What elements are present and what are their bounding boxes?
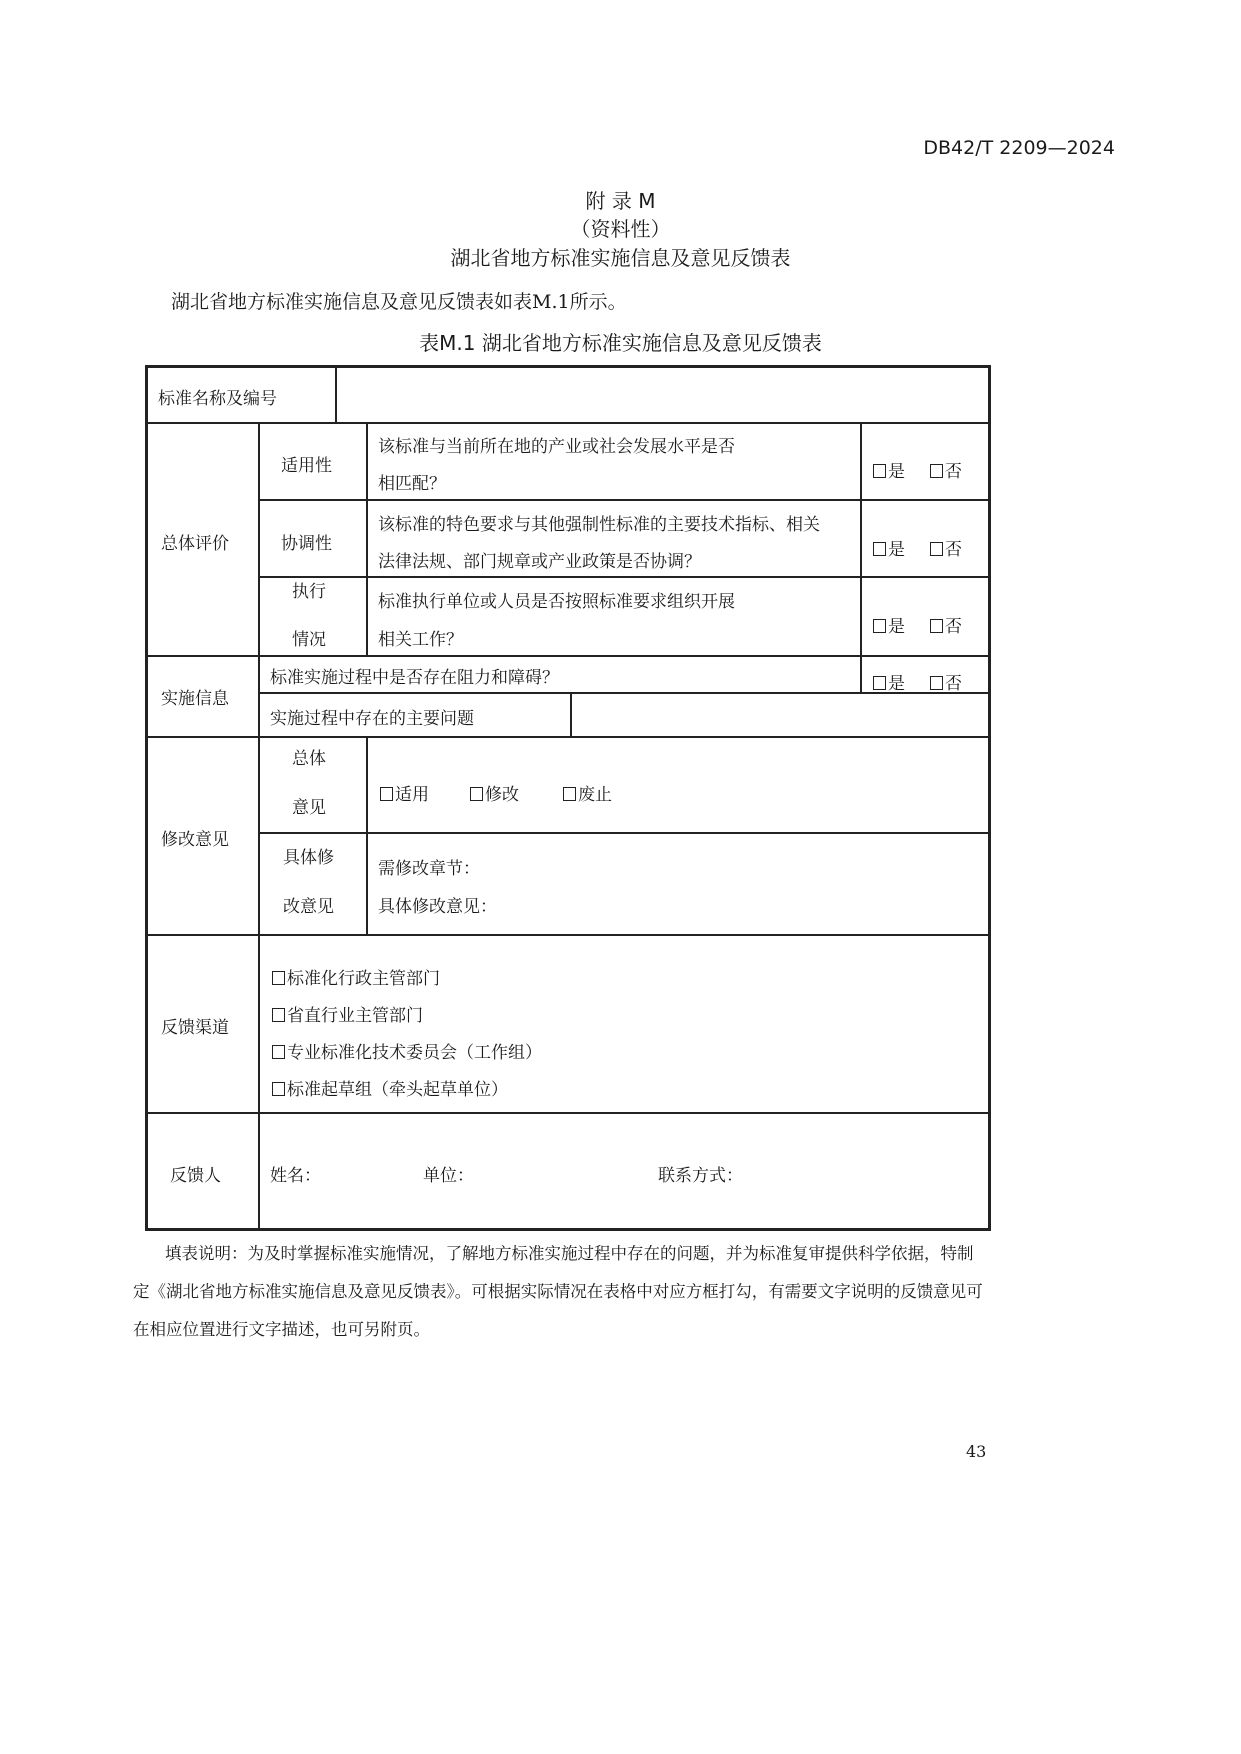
checkbox-icon bbox=[930, 676, 943, 690]
checkbox-icon bbox=[380, 787, 393, 801]
feedback-person-label: 反馈人 bbox=[170, 1166, 221, 1186]
fill-instructions-line2: 定《湖北省地方标准实施信息及意见反馈表》。可根据实际情况在表格中对应方框打勾，有需要文字说明的反馈意见可 bbox=[133, 1282, 983, 1301]
implementation-label: 实施信息 bbox=[161, 689, 229, 709]
intro-paragraph: 湖北省地方标准实施信息及意见反馈表如表M.1所示。 bbox=[171, 291, 627, 313]
coordination-no-option[interactable]: 否 bbox=[930, 535, 962, 560]
name-field[interactable]: 姓名： bbox=[270, 1166, 321, 1186]
implementation-yes-option[interactable]: 是 bbox=[873, 669, 905, 694]
channel-option-admin[interactable]: 标准化行政主管部门 bbox=[272, 964, 440, 989]
coordination-question-line1: 该标准的特色要求与其他强制性标准的主要技术指标、相关 bbox=[378, 515, 820, 535]
checkbox-icon bbox=[272, 971, 285, 985]
appendix-label: 附 录 M bbox=[585, 189, 656, 213]
applicability-question-line2: 相匹配？ bbox=[378, 474, 446, 494]
applicability-label: 适用性 bbox=[281, 456, 332, 476]
execution-yes-option[interactable]: 是 bbox=[873, 612, 905, 637]
implementation-question: 标准实施过程中是否存在阻力和障碍？ bbox=[270, 668, 559, 688]
checkbox-icon bbox=[272, 1008, 285, 1022]
checkbox-icon bbox=[873, 542, 886, 556]
checkbox-icon bbox=[470, 787, 483, 801]
overall-opinion-label-line1: 总体 bbox=[292, 749, 326, 769]
execution-question-line2: 相关工作？ bbox=[378, 630, 463, 650]
opinion-modify-option[interactable]: 修改 bbox=[470, 780, 519, 805]
specific-opinion-label-line2: 改意见 bbox=[283, 897, 334, 917]
applicability-question-line1: 该标准与当前所在地的产业或社会发展水平是否 bbox=[378, 437, 735, 457]
appendix-title: 湖北省地方标准实施信息及意见反馈表 bbox=[450, 246, 791, 270]
applicability-no-option[interactable]: 否 bbox=[930, 457, 962, 482]
execution-label-line2: 情况 bbox=[292, 630, 326, 650]
overall-eval-label: 总体评价 bbox=[161, 534, 229, 554]
applicability-yes-option[interactable]: 是 bbox=[873, 457, 905, 482]
checkbox-icon bbox=[873, 676, 886, 690]
checkbox-icon bbox=[272, 1082, 285, 1096]
page-number: 43 bbox=[966, 1442, 987, 1461]
checkbox-icon bbox=[563, 787, 576, 801]
specific-opinion-label-line1: 具体修 bbox=[283, 848, 334, 868]
overall-opinion-label-line2: 意见 bbox=[292, 798, 326, 818]
opinion-apply-option[interactable]: 适用 bbox=[380, 780, 429, 805]
specific-modification-field[interactable]: 具体修改意见： bbox=[378, 897, 497, 917]
channel-option-drafting[interactable]: 标准起草组（牵头起草单位） bbox=[272, 1075, 508, 1100]
doc-number: DB42/T 2209—2024 bbox=[923, 137, 1115, 159]
channel-label: 反馈渠道 bbox=[161, 1018, 229, 1038]
checkbox-icon bbox=[873, 464, 886, 478]
implementation-no-option[interactable]: 否 bbox=[930, 669, 962, 694]
execution-no-option[interactable]: 否 bbox=[930, 612, 962, 637]
checkbox-icon bbox=[873, 619, 886, 633]
execution-label-line1: 执行 bbox=[292, 582, 326, 602]
main-problems-label: 实施过程中存在的主要问题 bbox=[270, 709, 474, 729]
checkbox-icon bbox=[930, 619, 943, 633]
opinion-abolish-option[interactable]: 废止 bbox=[563, 780, 612, 805]
checkbox-icon bbox=[272, 1045, 285, 1059]
coordination-question-line2: 法律法规、部门规章或产业政策是否协调？ bbox=[378, 552, 701, 572]
fill-instructions-line1: 填表说明：为及时掌握标准实施情况，了解地方标准实施过程中存在的问题，并为标准复审提供科学依据，特制 bbox=[165, 1244, 974, 1263]
execution-question-line1: 标准执行单位或人员是否按照标准要求组织开展 bbox=[378, 592, 735, 612]
checkbox-icon bbox=[930, 542, 943, 556]
checkbox-icon bbox=[930, 464, 943, 478]
fill-instructions-line3: 在相应位置进行文字描述，也可另附页。 bbox=[133, 1320, 430, 1339]
revision-label: 修改意见 bbox=[161, 830, 229, 850]
appendix-nature: （资料性） bbox=[570, 217, 671, 241]
main-problems-field[interactable] bbox=[573, 695, 986, 735]
contact-field[interactable]: 联系方式： bbox=[658, 1166, 743, 1186]
channel-option-committee[interactable]: 专业标准化技术委员会（工作组） bbox=[272, 1038, 542, 1063]
table-caption: 表M.1 湖北省地方标准实施信息及意见反馈表 bbox=[419, 331, 822, 355]
channel-option-provincial[interactable]: 省直行业主管部门 bbox=[272, 1001, 423, 1026]
coordination-yes-option[interactable]: 是 bbox=[873, 535, 905, 560]
coordination-label: 协调性 bbox=[281, 534, 332, 554]
chapter-to-modify-field[interactable]: 需修改章节： bbox=[378, 859, 480, 879]
unit-field[interactable]: 单位： bbox=[423, 1166, 474, 1186]
standard-name-label: 标准名称及编号 bbox=[158, 389, 277, 409]
